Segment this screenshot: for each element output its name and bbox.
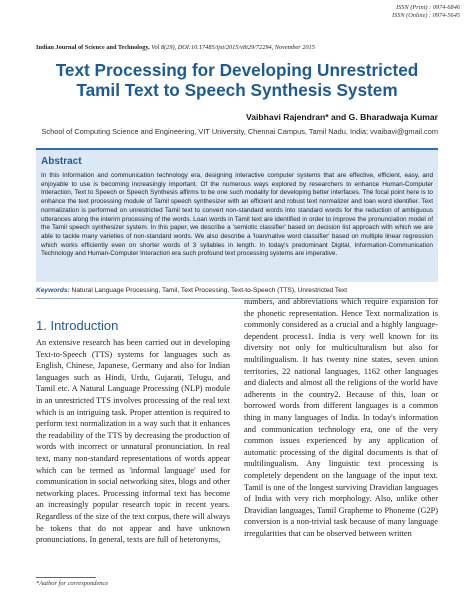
issn-block [392,4,460,20]
footnote-divider [36,577,96,578]
authors: Vaibhavi Rajendran* and G. Bharadwaja Kumar [246,112,438,122]
journal-name: Indian Journal of Science and Technology, [36,44,150,51]
keywords [36,287,438,294]
affiliation: School of Computing Science and Engineering, VIT University, Chennai Campus, Tamil Nadu, India; vvaibavi@gmail.com [41,127,438,136]
body-column-left [36,337,230,546]
left-column-text: An extensive research has been carried out in developing Text-to-Speech (TTS) systems for languages such as English, Chinese, Japanese, Germany and also for Indian languages such as Hindi, Urdu, Gujarati, Telugu, and Tamil etc. A Natural Language Processing (NLP) module in an unrestricted TTS involves processing of the real text which is an intriguing task. Proper attention is required to perform text normalization in a way such that it enhances the readability of the TTS by decreasing the production of words with incorrect or unnatural pronunciation. In real text, many non-standard representations of words appear which can be termed as 'informal language' used for communication in social networking sites, blogs and other networking places. Processing informal text has become an increasingly popular research topic in recent years. Regardless of the size of the text corpus, there will always be tokens that do not appear and have unknown pronunciations. In general, texts are full of heteronyms, [36,338,230,545]
journal-meta: Vol 8(29), DOI:10.17485/ijst/2015/v8i29/72294, November 2015 [149,44,315,51]
keywords-label: Keywords: [36,287,70,294]
footnote: *Author for correspondence [36,580,109,587]
abstract-box [36,148,438,282]
paper-title: Text Processing for Developing Unrestricted Tamil Text to Speech Synthesis System [55,60,419,100]
abstract-heading: Abstract [41,156,82,167]
section-heading-introduction: 1. Introduction [36,318,119,333]
right-column-text: numbers, and abbreviations which require expansion for the phonetic representation. Hence Text normalization is commonly considered as a crucial and a highly language-dependent process1. India is very well known for its diversity not only for multiculturalism but also for multilingualism. It has twenty nine states, seven union territories, 22 national languages, 1162 other languages and dialects and almost all the religions of the world have adherents in the country2. Because of this, loan or borrowed words from different languages is a common thing in many languages of India. In today's information and communication technology era, one of the very common issues experienced by any application of automatic processing of the digital documents is that of multilingualism. Any linguistic text processing is completely dependent on the language of the input text. Tamil is one of the longest surviving Dravidian languages of India with very rich morphology. Also, unlike other Dravidian languages, Tamil Grapheme to Phoneme (G2P) conversion is a non-trivial task because of many language irregularities that can be observed between written [244,297,438,538]
body-column-right [244,296,438,539]
abstract-text: In this Information and communication technology era, designing interactive computer systems that are effective, efficient, easy, and enjoyable to use is becoming increasingly important. Of the numerous ways explored by researchers to enhance Human-Computer Interaction, Text to Speech or Speech Synthesis affirms to be one such modality for developing better interfaces. The focal point here is to enhance the text processing module of Tamil speech synthesizer with an efficient and robust text normalizer and loan word identifier. Text normalization is performed on unrestricted Tamil text to convert non-standard words into standard words for the reduction of ambiguous utterances along the interim processing of the words. Loan words in Tamil text are identified in order to improve the pronunciation model of the Tamil speech synthesizer system. In this paper, we describe a 'semiotic classifier' based on decision list approach with which we are able to tackle many varieties of non-standard words. We also describe a 'loan/native word classifier' based on multiple linear regression which works efficiently even on shorter words of 3 syllables in length. In today's predominant Digital, Information-Communication Technology and Human-Computer Interaction era such profound text processing systems are imperative. [41,172,433,258]
journal-citation [36,44,315,51]
issn-print: ISSN (Print) : 0974-6846 [396,4,460,11]
issn-online: ISSN (Online) : 0974-5645 [391,12,460,19]
keywords-text: Natural Language Processing, Tamil, Text Processing, Text-to-Speech (TTS), Unrestricted Text [69,287,348,294]
